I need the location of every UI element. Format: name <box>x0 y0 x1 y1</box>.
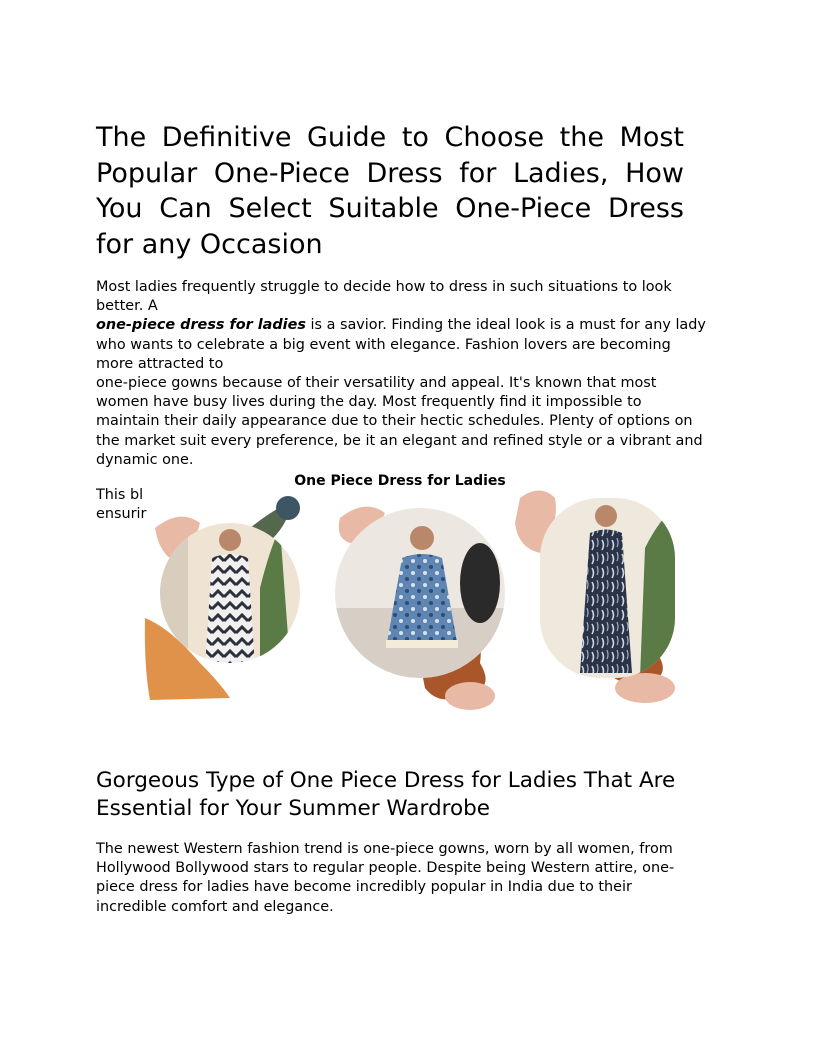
text-line: more attracted to <box>96 355 224 372</box>
peach-pebble-shape <box>615 673 675 703</box>
text-line: dynamic one. <box>96 451 194 468</box>
text-line: better. A <box>96 298 158 315</box>
text-line: women have busy lives during the day. Most frequently find it impossible to <box>96 394 642 411</box>
title-line: for any Occasion <box>96 228 323 260</box>
heading-line: Gorgeous Type of One Piece Dress for Ladies That Are <box>96 768 676 793</box>
figure-title: One Piece Dress for Ladies <box>294 473 506 489</box>
dress-photo-3 <box>540 498 675 678</box>
text-line: Most ladies frequently struggle to decide how to dress in such situations to look <box>96 279 672 295</box>
text-line: ensurir <box>96 506 147 523</box>
dress-collage-image <box>140 468 680 718</box>
text-line: who wants to celebrate a big event with elegance. Fashion lovers are becoming <box>96 336 671 353</box>
intro-paragraph <box>96 278 722 470</box>
text-line: maintain their daily appearance due to their hectic schedules. Plenty of options on <box>96 413 693 430</box>
text-line: the market suit every preference, be it an elegant and refined style or a vibrant and <box>96 432 703 449</box>
text-line: Hollywood Bollywood stars to regular people. Despite being Western attire, one- <box>96 860 675 877</box>
text-fragment: is a savior. Finding the ideal look is a must for any lady <box>305 317 706 334</box>
text-line: This bl <box>96 487 144 503</box>
text-line: piece dress for ladies have become incredibly popular in India due to their <box>96 879 632 896</box>
title-line: The Definitive Guide to Choose the Most <box>96 122 684 153</box>
text-line <box>96 316 722 335</box>
emphasis-link[interactable]: one-piece dress for ladies <box>96 317 306 334</box>
text-line: one-piece gowns because of their versatility and appeal. It's known that most <box>96 375 657 392</box>
text-line: incredible comfort and elegance. <box>96 898 334 915</box>
document-title <box>96 120 684 262</box>
section-heading <box>96 767 696 823</box>
text-line: The newest Western fashion trend is one-piece gowns, worn by all women, from <box>96 841 673 857</box>
collage-illustration <box>140 468 680 718</box>
section-paragraph <box>96 840 696 917</box>
heading-line: Essential for Your Summer Wardrobe <box>96 796 490 821</box>
slate-flower-shape <box>276 496 300 520</box>
title-line: Popular One-Piece Dress for Ladies, How <box>96 157 684 189</box>
title-line: You Can Select Suitable One-Piece Dress <box>96 193 684 224</box>
peach-pebble-shape <box>445 682 495 710</box>
